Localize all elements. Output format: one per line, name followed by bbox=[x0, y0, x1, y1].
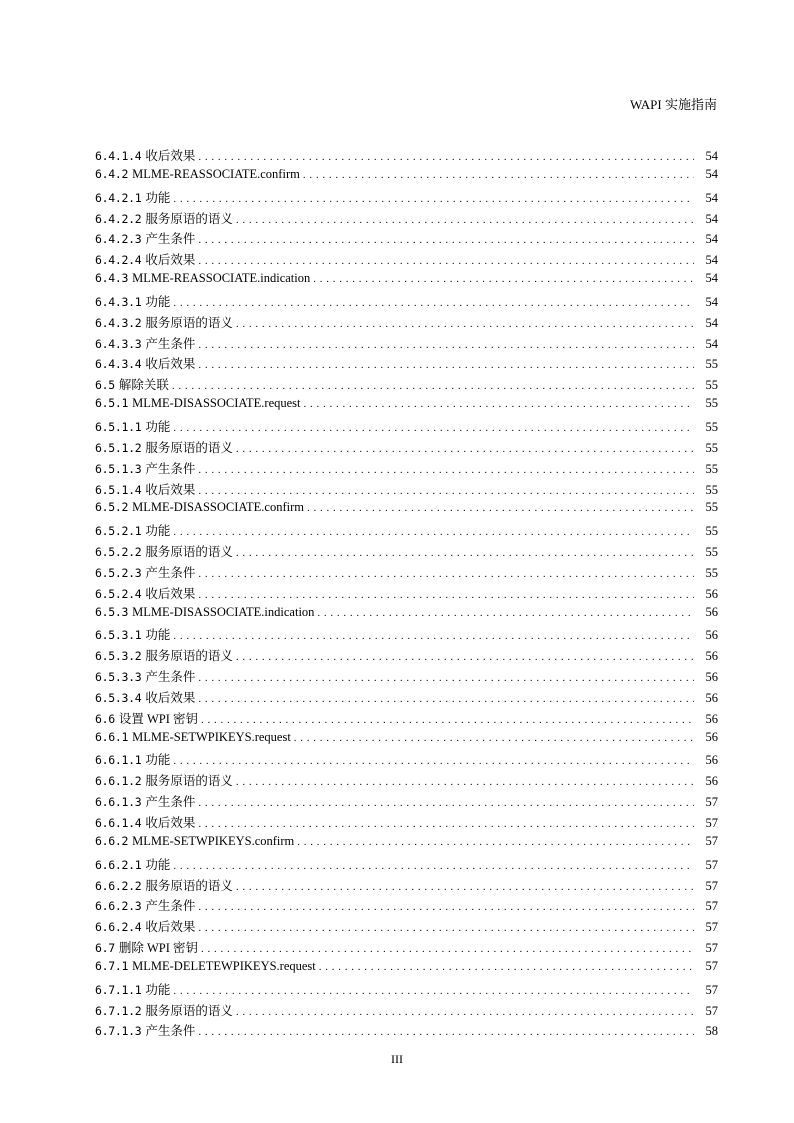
dot-leader bbox=[198, 566, 694, 581]
dot-leader bbox=[173, 628, 694, 643]
toc-entry-title: 服务原语的语义 bbox=[145, 1003, 233, 1018]
toc-entry-number: 6.6.1 bbox=[95, 729, 129, 744]
toc-entry[interactable] bbox=[95, 1021, 718, 1042]
toc-entry-title: MLME-SETWPIKEYS.confirm bbox=[132, 833, 295, 848]
dot-leader bbox=[198, 232, 694, 247]
toc-entry-number: 6.4.2.2 bbox=[95, 211, 142, 226]
dot-leader bbox=[198, 670, 694, 685]
dot-leader bbox=[201, 712, 694, 727]
toc-entry-title: 功能 bbox=[145, 419, 171, 434]
toc-entry[interactable] bbox=[95, 730, 718, 751]
toc-entry-page: 57 bbox=[705, 1003, 718, 1018]
toc-entry-number: 6.5.3.3 bbox=[95, 670, 142, 685]
toc-entry[interactable] bbox=[95, 500, 718, 521]
toc-entry[interactable] bbox=[95, 209, 718, 230]
toc-entry-title: 产生条件 bbox=[145, 565, 196, 580]
toc-entry-page: 55 bbox=[705, 396, 718, 411]
dot-leader bbox=[236, 649, 694, 664]
toc-entry-page: 56 bbox=[705, 774, 718, 789]
toc-entry-title: 功能 bbox=[145, 982, 171, 997]
toc-entry[interactable] bbox=[95, 709, 718, 730]
toc-entry-page: 54 bbox=[705, 166, 718, 181]
toc-entry-number: 6.7 bbox=[95, 941, 115, 956]
toc-entry-number: 6.4.3.2 bbox=[95, 315, 142, 330]
dot-leader bbox=[317, 605, 694, 620]
toc-entry-number: 6.5 bbox=[95, 378, 115, 393]
dot-leader bbox=[236, 879, 694, 894]
toc-entry[interactable] bbox=[95, 980, 718, 1001]
toc-entry-page: 54 bbox=[705, 315, 718, 330]
toc-entry-number: 6.4.3.3 bbox=[95, 336, 142, 351]
dot-leader bbox=[307, 500, 694, 515]
toc-entry[interactable] bbox=[95, 876, 718, 897]
dot-leader bbox=[198, 357, 694, 372]
toc-entry-title: 收后效果 bbox=[145, 586, 196, 601]
toc-entry-number: 6.5.3 bbox=[95, 604, 129, 619]
toc-entry-title: 功能 bbox=[145, 753, 171, 768]
toc-entry-page: 55 bbox=[705, 565, 718, 580]
toc-entry-title: 功能 bbox=[145, 294, 171, 309]
toc-entry-number: 6.4.2 bbox=[95, 166, 129, 181]
toc-entry-title: MLME-DELETEWPIKEYS.request bbox=[132, 958, 316, 973]
toc-entry-number: 6.6.1.2 bbox=[95, 774, 142, 789]
toc-entry[interactable] bbox=[95, 188, 718, 209]
toc-entry[interactable] bbox=[95, 896, 718, 917]
toc-entry[interactable] bbox=[95, 917, 718, 938]
toc-entry-page: 56 bbox=[705, 753, 718, 768]
toc-entry-page: 57 bbox=[705, 941, 718, 956]
toc-entry-page: 55 bbox=[705, 482, 718, 497]
toc-entry-title: 产生条件 bbox=[145, 336, 196, 351]
toc-entry[interactable] bbox=[95, 417, 718, 438]
dot-leader bbox=[198, 253, 694, 268]
toc-entry[interactable] bbox=[95, 646, 718, 667]
toc-entry[interactable] bbox=[95, 480, 718, 501]
dot-leader bbox=[198, 816, 694, 831]
toc-entry-title: 服务原语的语义 bbox=[145, 878, 233, 893]
toc-entry[interactable] bbox=[95, 521, 718, 542]
toc-entry-page: 54 bbox=[705, 232, 718, 247]
toc-entry[interactable] bbox=[95, 292, 718, 313]
toc-entry-number: 6.5.1.4 bbox=[95, 482, 142, 497]
toc-entry-number: 6.5.2.3 bbox=[95, 565, 142, 580]
toc-entry-number: 6.5.2 bbox=[95, 500, 129, 515]
toc-entry-number: 6.5.2.2 bbox=[95, 545, 142, 560]
toc-entry[interactable] bbox=[95, 834, 718, 855]
toc-entry-title: 收后效果 bbox=[145, 357, 196, 372]
dot-leader bbox=[198, 795, 694, 810]
toc-entry-title: 收后效果 bbox=[145, 253, 196, 268]
dot-leader bbox=[198, 920, 694, 935]
toc-entry[interactable] bbox=[95, 1001, 718, 1022]
toc-entry-page: 57 bbox=[705, 816, 718, 830]
toc-entry-page: 57 bbox=[705, 857, 718, 872]
dot-leader bbox=[172, 378, 694, 393]
dot-leader bbox=[297, 834, 694, 849]
toc-entry-number: 6.5.2.1 bbox=[95, 524, 142, 539]
toc-entry-title: 服务原语的语义 bbox=[145, 545, 233, 560]
toc-entry-title: 功能 bbox=[145, 857, 171, 872]
toc-entry-number: 6.4.3.1 bbox=[95, 294, 142, 309]
dot-leader bbox=[173, 983, 694, 998]
dot-leader bbox=[173, 420, 694, 435]
dot-leader bbox=[303, 167, 694, 182]
toc-entry-page: 54 bbox=[705, 336, 718, 351]
toc-entry-title: 功能 bbox=[145, 190, 171, 205]
toc-entry-title: 产生条件 bbox=[145, 795, 196, 810]
table-of-contents bbox=[95, 146, 718, 1042]
toc-entry-number: 6.7.1.1 bbox=[95, 982, 142, 997]
toc-entry-title: 功能 bbox=[145, 524, 171, 539]
toc-entry-number: 6.5.2.4 bbox=[95, 586, 142, 601]
toc-entry[interactable] bbox=[95, 771, 718, 792]
toc-entry-number: 6.7.1.3 bbox=[95, 1024, 142, 1039]
toc-entry[interactable] bbox=[95, 459, 718, 480]
toc-entry-page: 57 bbox=[705, 899, 718, 914]
toc-entry-title: 产生条件 bbox=[145, 1024, 196, 1039]
dot-leader bbox=[236, 545, 694, 560]
toc-entry[interactable] bbox=[95, 271, 718, 292]
toc-entry-title: 功能 bbox=[145, 628, 171, 643]
toc-entry-title: 服务原语的语义 bbox=[145, 774, 233, 789]
toc-entry-title: MLME-REASSOCIATE.indication bbox=[132, 271, 311, 286]
toc-entry-number: 6.4.2.4 bbox=[95, 253, 142, 268]
toc-entry-number: 6.6 bbox=[95, 711, 115, 726]
toc-entry-number: 6.5.3.4 bbox=[95, 690, 142, 705]
toc-entry[interactable] bbox=[95, 792, 718, 813]
toc-entry[interactable] bbox=[95, 354, 718, 375]
toc-entry-number: 6.4.3 bbox=[95, 271, 129, 286]
toc-entry-title: 收后效果 bbox=[145, 482, 196, 497]
toc-entry-title: 服务原语的语义 bbox=[145, 315, 233, 330]
toc-entry-title: 产生条件 bbox=[145, 461, 196, 476]
dot-leader bbox=[173, 191, 694, 206]
toc-entry-number: 6.7.1 bbox=[95, 958, 129, 973]
toc-entry-title: MLME-DISASSOCIATE.confirm bbox=[132, 500, 304, 515]
toc-entry-page: 57 bbox=[705, 878, 718, 893]
toc-entry[interactable] bbox=[95, 563, 718, 584]
dot-leader bbox=[198, 462, 694, 477]
toc-entry-page: 57 bbox=[705, 982, 718, 997]
dot-leader bbox=[173, 858, 694, 873]
dot-leader bbox=[236, 212, 694, 227]
toc-entry-page: 56 bbox=[705, 711, 718, 726]
toc-entry[interactable] bbox=[95, 625, 718, 646]
dot-leader bbox=[236, 316, 694, 331]
dot-leader bbox=[173, 295, 694, 310]
toc-entry-page: 56 bbox=[705, 729, 718, 744]
toc-entry[interactable] bbox=[95, 146, 718, 167]
toc-entry[interactable] bbox=[95, 938, 718, 959]
toc-entry-number: 6.5.1.3 bbox=[95, 461, 142, 476]
toc-entry-title: MLME-REASSOCIATE.confirm bbox=[132, 166, 300, 181]
toc-entry-title: 解除关联 bbox=[118, 378, 169, 393]
toc-entry-title: 删除 WPI 密钥 bbox=[118, 941, 199, 956]
toc-entry-page: 55 bbox=[705, 461, 718, 476]
toc-entry-number: 6.5.1.2 bbox=[95, 440, 142, 455]
toc-entry-title: 收后效果 bbox=[145, 690, 196, 705]
toc-entry-page: 55 bbox=[705, 545, 718, 560]
toc-entry[interactable] bbox=[95, 229, 718, 250]
toc-entry-page: 54 bbox=[705, 253, 718, 268]
dot-leader bbox=[236, 1004, 694, 1019]
toc-entry[interactable] bbox=[95, 375, 718, 396]
toc-entry-number: 6.6.2 bbox=[95, 833, 129, 848]
toc-entry-page: 55 bbox=[705, 440, 718, 455]
toc-entry-number: 6.5.3.1 bbox=[95, 628, 142, 643]
toc-entry-number: 6.6.1.4 bbox=[95, 816, 142, 830]
toc-entry[interactable] bbox=[95, 688, 718, 709]
dot-leader bbox=[236, 774, 694, 789]
toc-entry-title: MLME-DISASSOCIATE.request bbox=[132, 396, 301, 411]
dot-leader bbox=[313, 271, 694, 286]
toc-entry-title: MLME-SETWPIKEYS.request bbox=[132, 729, 291, 744]
toc-entry-number: 6.4.2.3 bbox=[95, 232, 142, 247]
dot-leader bbox=[198, 149, 694, 164]
toc-entry-page: 56 bbox=[705, 690, 718, 705]
toc-entry[interactable] bbox=[95, 167, 718, 188]
toc-entry-page: 56 bbox=[705, 649, 718, 664]
toc-entry-page: 56 bbox=[705, 604, 718, 619]
page-number: III bbox=[391, 1052, 403, 1066]
toc-entry-title: 服务原语的语义 bbox=[145, 211, 233, 226]
toc-entry[interactable] bbox=[95, 584, 718, 605]
toc-entry-title: 设置 WPI 密钥 bbox=[118, 711, 199, 726]
toc-entry[interactable] bbox=[95, 334, 718, 355]
dot-leader bbox=[319, 959, 694, 974]
toc-entry[interactable] bbox=[95, 438, 718, 459]
toc-entry-number: 6.4.2.1 bbox=[95, 190, 142, 205]
toc-entry-title: 服务原语的语义 bbox=[145, 440, 233, 455]
toc-entry[interactable] bbox=[95, 313, 718, 334]
toc-entry[interactable] bbox=[95, 813, 718, 834]
toc-entry-page: 54 bbox=[705, 271, 718, 286]
toc-entry[interactable] bbox=[95, 959, 718, 980]
toc-entry[interactable] bbox=[95, 750, 718, 771]
toc-entry-page: 55 bbox=[705, 378, 718, 393]
toc-entry-page: 54 bbox=[705, 211, 718, 226]
toc-entry-page: 54 bbox=[705, 190, 718, 205]
dot-leader bbox=[173, 753, 694, 768]
toc-entry[interactable] bbox=[95, 250, 718, 271]
toc-entry-number: 6.5.1 bbox=[95, 396, 129, 411]
toc-entry-number: 6.5.3.2 bbox=[95, 649, 142, 664]
dot-leader bbox=[304, 396, 694, 411]
dot-leader bbox=[294, 730, 694, 745]
toc-entry[interactable] bbox=[95, 855, 718, 876]
running-header: WAPI 实施指南 bbox=[629, 97, 717, 112]
toc-entry-number: 6.6.2.3 bbox=[95, 899, 142, 914]
dot-leader bbox=[198, 899, 694, 914]
toc-entry-page: 55 bbox=[705, 357, 718, 372]
toc-entry-number: 6.6.1.3 bbox=[95, 795, 142, 810]
toc-entry-page: 56 bbox=[705, 586, 718, 601]
toc-entry-number: 6.6.2.1 bbox=[95, 857, 142, 872]
toc-entry-number: 6.5.1.1 bbox=[95, 419, 142, 434]
toc-entry-page: 54 bbox=[705, 149, 718, 163]
toc-entry-number: 6.7.1.2 bbox=[95, 1003, 142, 1018]
toc-entry-number: 6.6.2.2 bbox=[95, 878, 142, 893]
toc-entry-title: 产生条件 bbox=[145, 899, 196, 914]
toc-entry-number: 6.6.2.4 bbox=[95, 920, 142, 935]
dot-leader bbox=[198, 1024, 694, 1039]
toc-entry[interactable] bbox=[95, 396, 718, 417]
toc-entry-title: 服务原语的语义 bbox=[145, 649, 233, 664]
toc-entry-title: 收后效果 bbox=[145, 816, 196, 830]
toc-entry-title: 产生条件 bbox=[145, 670, 196, 685]
toc-entry-title: 收后效果 bbox=[145, 920, 196, 935]
toc-entry-number: 6.4.3.4 bbox=[95, 357, 142, 372]
toc-entry-title: 收后效果 bbox=[145, 149, 196, 163]
toc-entry-page: 56 bbox=[705, 670, 718, 685]
toc-entry-page: 57 bbox=[705, 958, 718, 973]
dot-leader bbox=[173, 524, 694, 539]
dot-leader bbox=[198, 337, 694, 352]
toc-entry-page: 55 bbox=[705, 524, 718, 539]
dot-leader bbox=[198, 587, 694, 602]
dot-leader bbox=[198, 691, 694, 706]
toc-entry-page: 56 bbox=[705, 628, 718, 643]
toc-entry-page: 57 bbox=[705, 920, 718, 935]
dot-leader bbox=[198, 483, 694, 498]
toc-entry[interactable] bbox=[95, 605, 718, 626]
toc-entry-page: 55 bbox=[705, 419, 718, 434]
toc-entry-number: 6.6.1.1 bbox=[95, 753, 142, 768]
dot-leader bbox=[236, 441, 694, 456]
toc-entry-title: MLME-DISASSOCIATE.indication bbox=[132, 604, 315, 619]
toc-entry-title: 产生条件 bbox=[145, 232, 196, 247]
toc-entry-page: 54 bbox=[705, 294, 718, 309]
toc-entry-page: 57 bbox=[705, 833, 718, 848]
toc-entry-page: 57 bbox=[705, 795, 718, 810]
toc-entry[interactable] bbox=[95, 667, 718, 688]
toc-entry[interactable] bbox=[95, 542, 718, 563]
toc-entry-page: 58 bbox=[705, 1024, 718, 1039]
toc-entry-page: 55 bbox=[705, 500, 718, 515]
toc-entry-number: 6.4.1.4 bbox=[95, 149, 142, 163]
dot-leader bbox=[201, 941, 694, 956]
